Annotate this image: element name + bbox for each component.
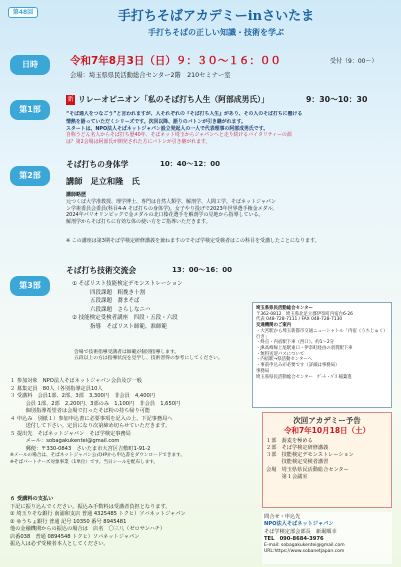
next-academy-item: １部 蕎麦を極める bbox=[266, 437, 313, 444]
part2-lecturer: 講師 足立和隆 氏 bbox=[66, 176, 140, 186]
part1-time: 9：30～10：30 bbox=[306, 95, 368, 104]
contact-title: 問合せ・申込先 bbox=[264, 514, 301, 520]
participation-section bbox=[10, 378, 260, 467]
next-academy-item: ２部 そば学検定研修講義 bbox=[266, 444, 329, 451]
payment-line: 下記に振り込んでください。振込み手数料は受講者負担となります。 bbox=[10, 503, 171, 510]
payment-line: ① 埼玉りそな銀行 南浦和支店 普通 4325485 トクヒ）ソバネットジャパン bbox=[10, 511, 186, 518]
venue-info-box bbox=[252, 302, 392, 408]
access-line: ・内宿駅→県活動センターへ bbox=[256, 357, 313, 363]
part1-title: リレーオピニオン「私のそば打ち人生（阿部成男氏）」 bbox=[78, 95, 269, 104]
part3-time: 13：00～16：00 bbox=[172, 266, 232, 274]
next-academy-box bbox=[262, 412, 392, 508]
next-academy-title: 次回アカデミー予告 bbox=[293, 416, 361, 425]
next-academy-item: 第１会議室 bbox=[266, 473, 308, 480]
part3-notice bbox=[74, 350, 254, 363]
part3-item: 五段課題 蕎まそば bbox=[90, 298, 140, 305]
part3-notice-line: 五段以上の方は指導状況を見学し、技術習得の参考にしてください。 bbox=[74, 356, 223, 362]
part1-lead: “そば通人をつなごう”と言われますが、人それぞれの『そば打ち人生』があり、その人のそば打ちに懸ける bbox=[66, 111, 303, 117]
part2-profile-line: ン学術委員会委員(科目4-A そば打ちの身体学)。女子やり投げで2023年世界選手権金メダル、 bbox=[66, 205, 278, 212]
venue-address-line: 代表 048-728-7111 / FAX 048-728-7130 bbox=[256, 317, 343, 323]
next-academy-date: 令和7年10月18日（土） bbox=[283, 425, 371, 435]
participation-line: 郵便：〒330-0843 さいたま市大宮区吉敷町1-91-2 bbox=[10, 445, 151, 452]
part3-item: ② 技能検定受検者講座 四段・五段・六段 bbox=[72, 315, 178, 322]
schedule-date: 令和7年8月3日（日）９：３０～１６：００ bbox=[70, 55, 281, 67]
part3-notice-line: 会場で技術指導受講者は師範が個別指導します。 bbox=[74, 350, 180, 355]
access-line: 埼玉県県民活動総合センター ｹﾞｰﾄ・ﾊﾞｽ 稲葉進 bbox=[256, 374, 352, 380]
access-line: ・JR高崎線上尾駅東口・伊奈町経由の羽貫駅下車 bbox=[256, 346, 353, 352]
part1-new-badge: 新 bbox=[67, 96, 74, 103]
participation-line: ※メールの場合は、そばネットジャパン公式HPから申込書をダウンロードできます。 bbox=[10, 453, 185, 459]
contact-box bbox=[262, 512, 392, 564]
part3-label: 第3部 bbox=[10, 276, 50, 296]
part3-item: 六段課題 さらしなニハ bbox=[90, 306, 151, 313]
part3-item: 指導 そばリスト師範、准師範 bbox=[90, 323, 167, 330]
payment-section bbox=[10, 496, 260, 549]
schedule-reception: 受付（9：00～） bbox=[330, 58, 378, 65]
part1-line: は？第2会場は阿部氏が開発された方にバトンが引き継がれます。 bbox=[66, 138, 211, 145]
access-line: ・事前申込みが必要です（詳細は事務局） bbox=[256, 363, 340, 369]
part3-items bbox=[72, 280, 252, 331]
page-subtitle: 手打ちそばの正しい知識・技術を学ぶ bbox=[148, 28, 284, 37]
part1-body bbox=[66, 119, 394, 145]
part2-title: そば打ちの身体学 bbox=[66, 160, 129, 169]
payment-line: 店番038 普通 0894548 トクヒ）ソバネットジャパン bbox=[10, 533, 140, 540]
schedule-label: 日時 bbox=[10, 55, 50, 75]
venue-name: 埼玉県県民活動総合センター bbox=[256, 306, 313, 311]
access-title: 交通機関のご案内 bbox=[256, 323, 292, 329]
part2-profile-line: 解剖学からそば打ちに有効な体の使い方をご指導いただきます。 bbox=[66, 219, 211, 225]
access-line: ・大宮駅から埼玉新都市交通ニューシャトル「内宿（うちじゅく）行き」 bbox=[256, 328, 388, 340]
part1-line: 自称うどん名人からそば打ち歴40年、そばネット埼玉からジャパンへと走り続けるバイタリティーの源 bbox=[66, 132, 292, 139]
payment-title: ６ 受講料の支払い bbox=[10, 496, 54, 502]
next-academy-items bbox=[266, 438, 388, 482]
participation-line: ２ 募集定員 80人（各別指導定員10人 bbox=[10, 385, 103, 392]
part1-line: 情熱を語っていただくシリーズです。次回以降、語りのバトンが引き継がれます。 bbox=[66, 119, 246, 125]
access-line: 事務局 bbox=[256, 368, 270, 374]
contact-email[interactable]: E-mail: sobagakukentei@gmail.com bbox=[264, 543, 345, 549]
part2-profile-line: 元つくば大学准教授、理学博士、専門は自然人類学、解剖学、人間工学。そばネットジャパン bbox=[66, 198, 276, 205]
part3-item: 四段課題 粗挽き十割 bbox=[90, 289, 146, 296]
venue-address-line: 〒362-0812 埼玉県北足立郡伊奈町内宿台6-26 bbox=[256, 311, 353, 317]
part3-title: そば打ち技術交流会 bbox=[66, 266, 137, 275]
part1-line: スタートは、NPO法人そばネットジャパン設立発起人の一人で代表理事の阿部成男氏です。 bbox=[66, 125, 269, 132]
contact-tel: TEL 090-8684-3976 bbox=[264, 535, 324, 542]
participation-line: 個別指導希望者は会場で打ったそば粉の持ち帰り可能 bbox=[10, 408, 151, 415]
contact-url[interactable]: URL:https://www.sobanetjapan.com bbox=[264, 549, 345, 555]
part2-note: ※ この講座は第3期そば学検定研修講義を兼ねますのでそば学検定受検者はこの科目を受講したことになります。 bbox=[66, 238, 320, 244]
part2-profile-line: 2024年パリオリンピックで金メダルの北口榛花選手を解剖学の見地から指導している。 bbox=[66, 212, 264, 219]
part2-label: 第2部 bbox=[10, 166, 50, 186]
contact-dept: そば学検定部会部長 新堀順幸 bbox=[264, 528, 337, 535]
access-line: ・無料送迎バスについて bbox=[256, 351, 305, 357]
issue-badge: 第48回 bbox=[8, 7, 38, 18]
part2-time: 10：40～12：00 bbox=[160, 160, 220, 168]
payment-line: 振込人は必ず受検者本人としてください。 bbox=[10, 541, 109, 548]
payment-line: ② ゆうちょ銀行 普通 記号 10350 番号 8945481 bbox=[10, 518, 127, 525]
contact-org: NPO法人そばネットジャパン bbox=[264, 521, 334, 528]
participation-line: ※そばパートナーズ対象事業（1単位）です。当日シールを配布します。 bbox=[10, 459, 159, 465]
access-line: ・終点・内宿駅下車（西口）、約1〜2分 bbox=[256, 340, 335, 346]
page-title: 手打ちそばアカデミーinさいたま bbox=[117, 9, 315, 24]
next-academy-item: ３部 技能検定デモンストレーション bbox=[266, 452, 354, 459]
part2-profile-title: 講師略歴 bbox=[66, 192, 87, 198]
next-academy-item: 技能検定受検者講習 bbox=[266, 459, 329, 466]
payment-line: 他の金融機関からの振込の場合は 店名 〇三八（ゼロサンハチ） bbox=[10, 526, 166, 533]
participation-line: ５ 提出先 そばネットジャパン そば学検定事務局 bbox=[10, 430, 131, 437]
participation-line: 送付して下さい。定員になり次第締め切らせていただきます。 bbox=[10, 423, 171, 430]
part2-profile bbox=[66, 192, 391, 226]
participation-line: ３ 受講料 会員1部、2部、3部 3,300円 非会員 4,400円 bbox=[10, 393, 156, 400]
participation-line: ４ 申込み 別紙１）参加申込書に必要事項を記入の上、下記事務局へ bbox=[10, 415, 173, 422]
schedule-venue: 会場：埼玉県県民活動総合センター2階 210セミナー室 bbox=[70, 72, 231, 79]
part1-label: 第1部 bbox=[10, 100, 50, 120]
next-academy-item: 会場 埼玉県県民活動総合センター bbox=[266, 466, 349, 473]
participation-line: 会員 1部、2部 2,200円、3部のみ 1,100円 非会員 1,650円 bbox=[10, 400, 181, 407]
part3-item: ① そばリスト技能検定デモンストレーション bbox=[72, 281, 183, 287]
participation-line: メール：sobagakukentei@gmail.com bbox=[10, 438, 120, 445]
participation-line: １ 参加対象 NPO法人そばネットジャパン会員及び一般 bbox=[10, 378, 142, 384]
